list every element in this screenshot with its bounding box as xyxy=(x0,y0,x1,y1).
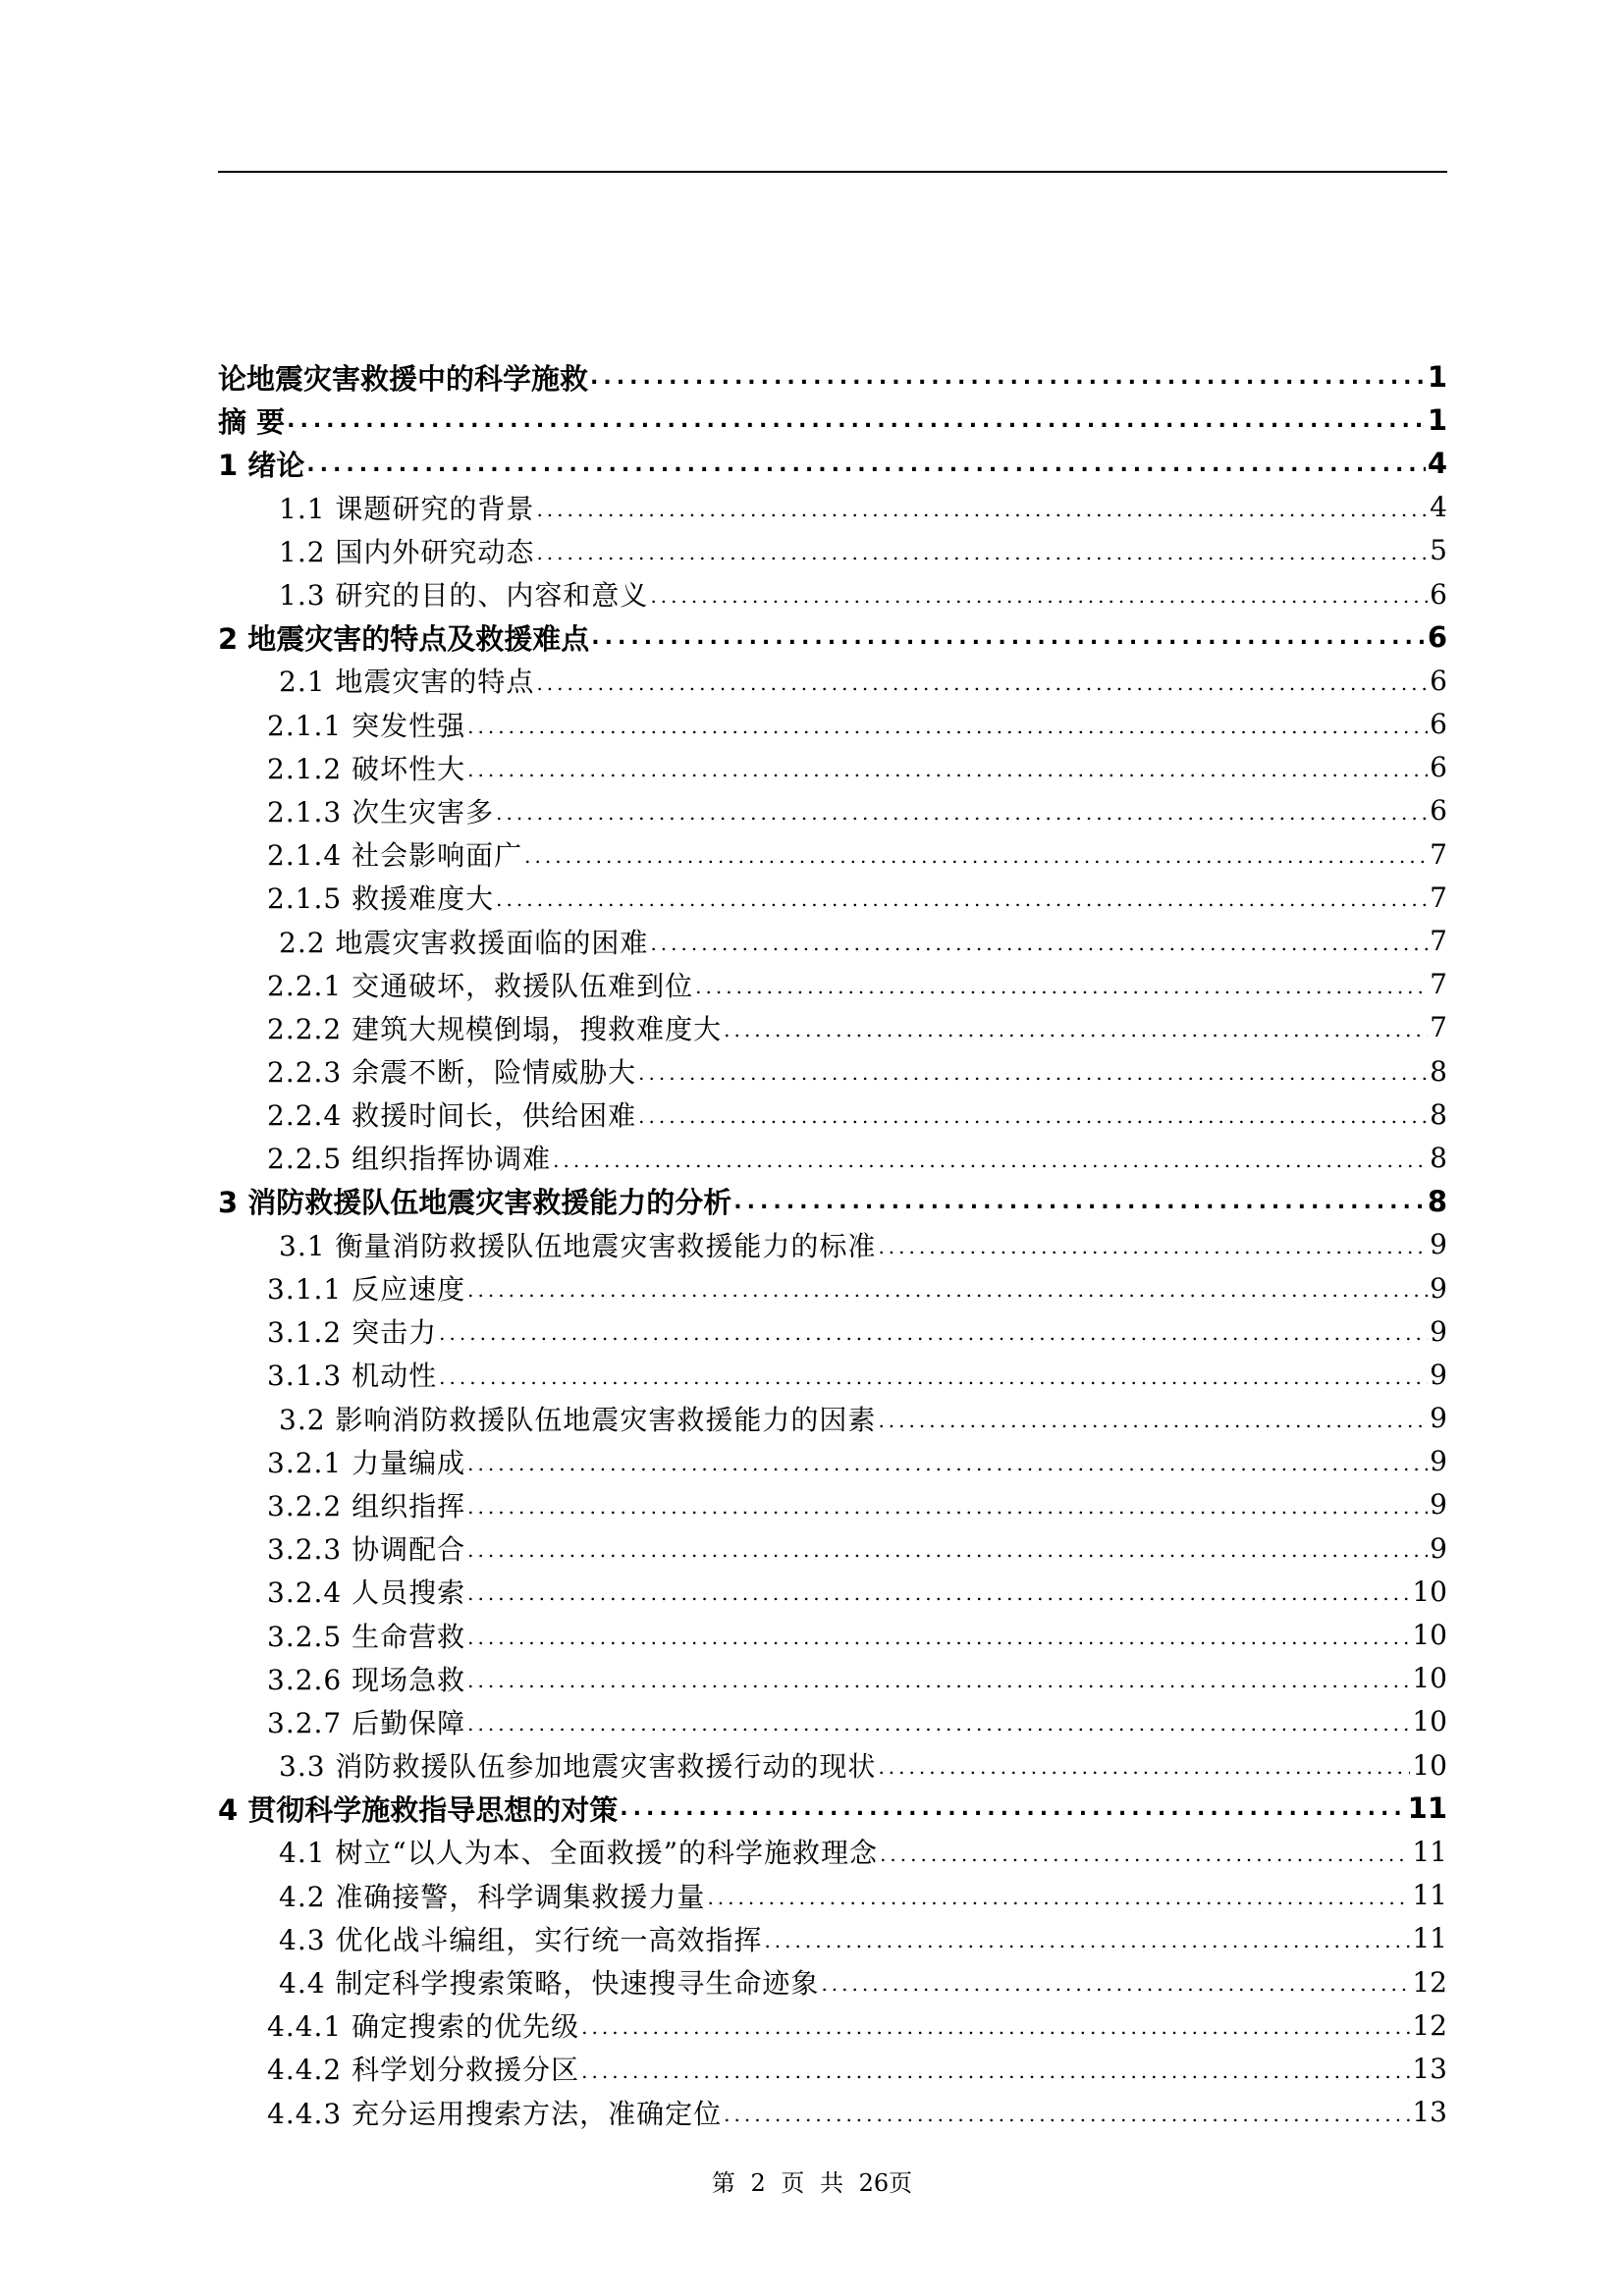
toc-entry[interactable] xyxy=(218,746,1447,789)
toc-entry[interactable] xyxy=(218,1700,1447,1743)
toc-entry[interactable] xyxy=(218,1960,1447,2003)
toc-entry-page: 10 xyxy=(1412,1575,1447,1608)
toc-entry-title: 4.2 准确接警，科学调集救援力量 xyxy=(279,1880,706,1913)
toc-entry[interactable] xyxy=(218,2003,1447,2047)
toc-dot-leader xyxy=(534,486,1428,529)
toc-entry-title: 3.2.2 组织指挥 xyxy=(267,1489,466,1522)
toc-entry-page: 10 xyxy=(1412,1662,1447,1695)
toc-entry-page: 9 xyxy=(1430,1314,1447,1348)
toc-entry-title: 4.4 制定科学搜索策略，快速搜寻生命迹象 xyxy=(279,1967,820,2001)
toc-entry-title: 3.2.1 力量编成 xyxy=(267,1446,466,1479)
toc-dot-leader xyxy=(636,1093,1428,1136)
toc-entry-page: 4 xyxy=(1427,447,1447,481)
toc-entry[interactable] xyxy=(218,703,1447,746)
toc-dot-leader xyxy=(465,746,1428,789)
toc-entry[interactable] xyxy=(218,789,1447,832)
toc-entry[interactable] xyxy=(218,1397,1447,1440)
toc-entry-title: 摘 要 xyxy=(218,404,286,439)
toc-entry[interactable] xyxy=(218,1743,1447,1787)
toc-entry-page: 8 xyxy=(1430,1054,1447,1088)
toc-entry-title: 2.1.3 次生灾害多 xyxy=(267,795,495,828)
toc-entry[interactable] xyxy=(218,2047,1447,2090)
toc-entry-page: 11 xyxy=(1412,1835,1447,1868)
toc-entry-title: 2.2.2 建筑大规模倒塌，搜救难度大 xyxy=(267,1012,723,1045)
toc-entry[interactable] xyxy=(218,1093,1447,1136)
toc-entry-page: 6 xyxy=(1427,620,1447,655)
toc-entry[interactable] xyxy=(218,919,1447,962)
toc-dot-leader xyxy=(579,2047,1410,2090)
toc-dot-leader xyxy=(876,1743,1410,1787)
toc-dot-leader xyxy=(522,832,1428,876)
toc-entry-title: 3.3 消防救援队伍参加地震灾害救援行动的现状 xyxy=(279,1750,877,1784)
toc-entry-title: 4.1 树立“以人为本、全面救援”的科学施救理念 xyxy=(279,1837,879,1870)
toc-entry[interactable] xyxy=(218,1787,1447,1830)
toc-dot-leader xyxy=(648,572,1428,615)
toc-entry-page: 9 xyxy=(1430,1402,1447,1435)
toc-entry-page: 9 xyxy=(1430,1445,1447,1478)
toc-entry[interactable] xyxy=(218,1483,1447,1526)
toc-entry-page: 4 xyxy=(1430,491,1447,524)
toc-dot-leader xyxy=(551,1136,1428,1179)
toc-entry-page: 13 xyxy=(1412,2052,1447,2085)
toc-entry-title: 2.1.2 破坏性大 xyxy=(267,752,466,785)
toc-dot-leader xyxy=(636,1049,1428,1093)
toc-entry-title: 3.1.1 反应速度 xyxy=(267,1273,466,1307)
toc-entry[interactable] xyxy=(218,832,1447,876)
page-footer: 第 2 页 共 26页 xyxy=(711,2169,913,2197)
toc-dot-leader xyxy=(722,1006,1428,1049)
toc-entry[interactable] xyxy=(218,399,1447,442)
toc-dot-leader xyxy=(437,1353,1428,1396)
toc-entry[interactable] xyxy=(218,1006,1447,1049)
toc-entry-page: 11 xyxy=(1407,1791,1447,1826)
toc-entry-page: 10 xyxy=(1412,1619,1447,1652)
toc-entry-title: 4.3 优化战斗编组，实行统一高效指挥 xyxy=(279,1923,763,1956)
toc-entry[interactable] xyxy=(218,486,1447,529)
toc-entry-page: 12 xyxy=(1412,1965,1447,1999)
toc-entry-title: 2.2.5 组织指挥协调难 xyxy=(267,1143,552,1176)
toc-entry-page: 6 xyxy=(1430,577,1447,611)
toc-entry-title: 2.2.1 交通破坏，救援队伍难到位 xyxy=(267,969,694,1002)
toc-entry[interactable] xyxy=(218,1440,1447,1483)
toc-entry-page: 12 xyxy=(1412,2008,1447,2042)
toc-entry-title: 3.2.6 现场急救 xyxy=(267,1663,466,1696)
toc-entry[interactable] xyxy=(218,1136,1447,1179)
toc-dot-leader xyxy=(588,355,1426,399)
toc-entry[interactable] xyxy=(218,1613,1447,1656)
toc-dot-leader xyxy=(618,1787,1405,1830)
toc-entry-page: 1 xyxy=(1427,360,1447,395)
toc-entry-title: 1 绪论 xyxy=(218,448,305,482)
toc-entry-page: 6 xyxy=(1430,708,1447,741)
toc-entry-title: 4.4.2 科学划分救援分区 xyxy=(267,2054,580,2087)
toc-entry-page: 8 xyxy=(1430,1141,1447,1174)
toc-entry[interactable] xyxy=(218,1917,1447,1960)
toc-entry-title: 3.2.7 后勤保障 xyxy=(267,1706,466,1739)
toc-entry-page: 11 xyxy=(1412,1922,1447,1955)
toc-entry-title: 2.2.4 救援时间长，供给困难 xyxy=(267,1099,637,1133)
toc-entry[interactable] xyxy=(218,963,1447,1006)
toc-entry-title: 2.2.3 余震不断，险情威胁大 xyxy=(267,1056,637,1090)
toc-entry-page: 9 xyxy=(1430,1358,1447,1391)
toc-entry[interactable] xyxy=(218,659,1447,702)
toc-entry-title: 2.1.4 社会影响面广 xyxy=(267,839,523,873)
toc-entry-title: 3.2.3 协调配合 xyxy=(267,1533,466,1567)
toc-entry[interactable] xyxy=(218,1570,1447,1613)
toc-entry-page: 6 xyxy=(1430,664,1447,697)
toc-entry-page: 7 xyxy=(1430,881,1447,914)
toc-entry[interactable] xyxy=(218,572,1447,615)
toc-entry[interactable] xyxy=(218,1830,1447,1873)
toc-entry-page: 9 xyxy=(1430,1271,1447,1305)
toc-entry-page: 6 xyxy=(1430,794,1447,828)
toc-entry[interactable] xyxy=(218,1223,1447,1266)
toc-entry[interactable] xyxy=(218,1309,1447,1353)
toc-dot-leader xyxy=(437,1309,1428,1353)
toc-entry[interactable] xyxy=(218,615,1447,659)
toc-entry[interactable] xyxy=(218,1049,1447,1093)
toc-dot-leader xyxy=(465,1483,1428,1526)
toc-entry-page: 7 xyxy=(1430,837,1447,871)
toc-dot-leader xyxy=(465,703,1428,746)
toc-entry-page: 7 xyxy=(1430,968,1447,1001)
toc-entry-title: 2.1.1 突发性强 xyxy=(267,709,466,742)
toc-entry[interactable] xyxy=(218,529,1447,572)
toc-entry-page: 13 xyxy=(1412,2096,1447,2129)
toc-entry-title: 论地震灾害救援中的科学施救 xyxy=(218,361,589,396)
toc-entry-title: 3.2 影响消防救援队伍地震灾害救援能力的因素 xyxy=(279,1403,877,1436)
toc-entry-page: 7 xyxy=(1430,1011,1447,1044)
toc-dot-leader xyxy=(579,2003,1410,2047)
toc-entry-page: 7 xyxy=(1430,925,1447,958)
toc-dot-leader xyxy=(494,789,1428,832)
toc-entry-page: 8 xyxy=(1427,1184,1447,1218)
toc-entry-page: 9 xyxy=(1430,1488,1447,1522)
toc-entry-page: 6 xyxy=(1430,751,1447,784)
toc-entry[interactable] xyxy=(218,1180,1447,1223)
toc-entry-page: 9 xyxy=(1430,1531,1447,1565)
toc-entry-title: 2.1 地震灾害的特点 xyxy=(279,666,535,699)
header-rule xyxy=(218,171,1447,173)
toc-dot-leader xyxy=(876,1397,1428,1440)
toc-dot-leader xyxy=(731,1180,1426,1223)
toc-dot-leader xyxy=(878,1830,1410,1873)
toc-entry[interactable] xyxy=(218,876,1447,919)
toc-entry-title: 3.2.4 人员搜索 xyxy=(267,1576,466,1610)
toc-entry-title: 1.1 课题研究的背景 xyxy=(279,492,535,525)
toc-dot-leader xyxy=(534,659,1428,702)
toc-dot-leader xyxy=(494,876,1428,919)
toc-entry[interactable] xyxy=(218,2091,1447,2134)
toc-entry-title: 3.2.5 生命营救 xyxy=(267,1620,466,1653)
toc-dot-leader xyxy=(465,1700,1410,1743)
toc-entry[interactable] xyxy=(218,1657,1447,1700)
table-of-contents xyxy=(218,355,1447,2134)
toc-dot-leader xyxy=(465,1570,1410,1613)
toc-dot-leader xyxy=(465,1266,1428,1309)
toc-entry[interactable] xyxy=(218,442,1447,485)
toc-dot-leader xyxy=(465,1657,1410,1700)
toc-entry-title: 4.4.3 充分运用搜索方法，准确定位 xyxy=(267,2097,723,2130)
toc-entry-title: 3.1.3 机动性 xyxy=(267,1360,438,1393)
toc-entry[interactable] xyxy=(218,1266,1447,1309)
toc-entry-title: 1.2 国内外研究动态 xyxy=(279,535,535,568)
toc-entry-title: 4.4.1 确定搜索的优先级 xyxy=(267,2010,580,2044)
toc-dot-leader xyxy=(534,529,1428,572)
toc-dot-leader xyxy=(285,399,1426,442)
toc-entry-title: 3 消防救援队伍地震灾害救援能力的分析 xyxy=(218,1186,732,1220)
toc-entry-title: 2.1.5 救援难度大 xyxy=(267,882,495,916)
toc-entry-page: 11 xyxy=(1412,1879,1447,1912)
toc-dot-leader xyxy=(648,919,1428,962)
toc-dot-leader xyxy=(722,2091,1410,2134)
toc-dot-leader xyxy=(465,1440,1428,1483)
toc-entry-title: 2.2 地震灾害救援面临的困难 xyxy=(279,926,649,959)
toc-entry-title: 3.1.2 突击力 xyxy=(267,1316,438,1350)
toc-entry[interactable] xyxy=(218,1353,1447,1396)
toc-entry-title: 2 地震灾害的特点及救援难点 xyxy=(218,621,590,656)
toc-entry-page: 9 xyxy=(1430,1228,1447,1261)
toc-entry-title: 1.3 研究的目的、内容和意义 xyxy=(279,579,649,613)
toc-dot-leader xyxy=(705,1874,1410,1917)
toc-entry-title: 3.1 衡量消防救援队伍地震灾害救援能力的标准 xyxy=(279,1229,877,1262)
toc-entry-page: 10 xyxy=(1412,1705,1447,1738)
toc-dot-leader xyxy=(589,615,1426,659)
toc-entry-page: 10 xyxy=(1412,1748,1447,1782)
toc-entry[interactable] xyxy=(218,1526,1447,1570)
toc-dot-leader xyxy=(465,1526,1428,1570)
toc-entry-title: 4 贯彻科学施救指导思想的对策 xyxy=(218,1792,619,1827)
toc-dot-leader xyxy=(876,1223,1428,1266)
toc-dot-leader xyxy=(693,963,1428,1006)
toc-dot-leader xyxy=(819,1960,1410,2003)
toc-entry-page: 5 xyxy=(1430,534,1447,567)
toc-entry[interactable] xyxy=(218,355,1447,399)
toc-dot-leader xyxy=(762,1917,1410,1960)
toc-dot-leader xyxy=(304,442,1426,485)
toc-dot-leader xyxy=(465,1613,1410,1656)
toc-entry-page: 8 xyxy=(1430,1097,1447,1131)
toc-entry[interactable] xyxy=(218,1874,1447,1917)
toc-entry-page: 1 xyxy=(1427,403,1447,438)
